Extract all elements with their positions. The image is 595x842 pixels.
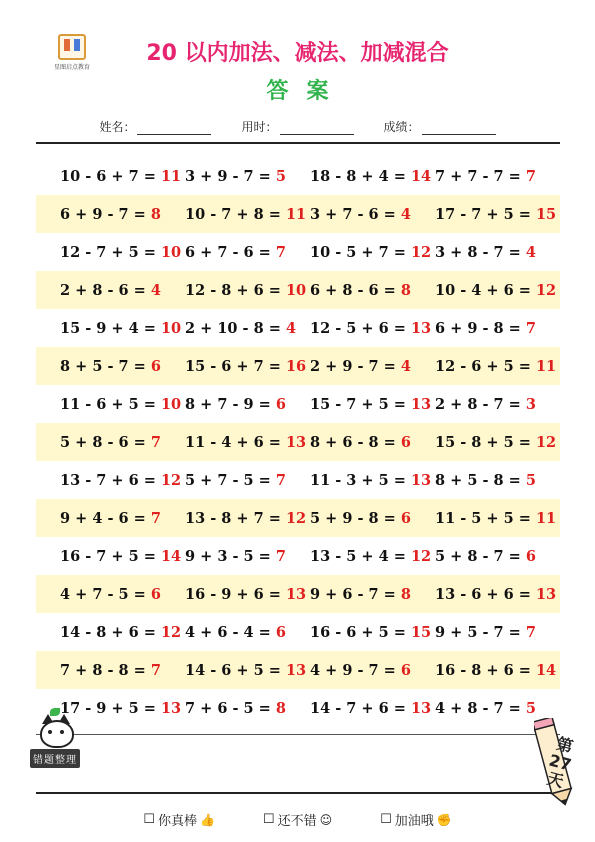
problem-cell: [435, 282, 560, 299]
problem-answer: 13: [410, 471, 432, 489]
problem-cell: [185, 244, 310, 261]
problem-row: [36, 689, 560, 727]
problem-expression: 3 + 8 - 7 =: [435, 243, 526, 261]
problem-cell: [185, 434, 310, 451]
problem-expression: 16 - 7 + 5 =: [60, 547, 161, 565]
problem-answer: 7: [275, 471, 286, 489]
problem-expression: 4 + 6 - 4 =: [185, 623, 276, 641]
problem-expression: 5 + 7 - 5 =: [185, 471, 276, 489]
problem-expression: 12 - 5 + 6 =: [310, 319, 411, 337]
problem-answer: 6: [400, 433, 411, 451]
problem-cell: [435, 358, 560, 375]
problem-cell: [36, 320, 185, 337]
problem-cell: [435, 586, 560, 603]
problem-cell: [36, 510, 185, 527]
problem-answer: 12: [285, 509, 307, 527]
mistakes-section: [30, 712, 82, 768]
problem-expression: 3 + 7 - 6 =: [310, 205, 401, 223]
problem-cell: [36, 168, 185, 185]
rating-great-label: 你真棒: [157, 814, 197, 829]
problem-expression: 13 - 7 + 6 =: [60, 471, 161, 489]
problem-answer: 14: [535, 661, 557, 679]
problem-answer: 6: [525, 547, 536, 565]
problem-answer: 11: [285, 205, 307, 223]
problem-cell: [310, 434, 435, 451]
problem-cell: [310, 396, 435, 413]
problem-expression: 17 - 9 + 5 =: [60, 699, 161, 717]
problem-row: [36, 157, 560, 195]
problem-expression: 2 + 10 - 8 =: [185, 319, 286, 337]
problem-expression: 13 - 8 + 7 =: [185, 509, 286, 527]
problem-expression: 9 + 5 - 7 =: [435, 623, 526, 641]
problem-cell: [310, 624, 435, 641]
problem-answer: 7: [150, 509, 161, 527]
problem-expression: 9 + 3 - 5 =: [185, 547, 276, 565]
problem-expression: 11 - 5 + 5 =: [435, 509, 536, 527]
problem-answer: 14: [160, 547, 182, 565]
problem-cell: [185, 396, 310, 413]
problem-cell: [435, 472, 560, 489]
mistakes-top-divider: [36, 734, 560, 735]
problem-cell: [185, 624, 310, 641]
problem-cell: [310, 510, 435, 527]
problem-answer: 5: [525, 699, 536, 717]
rating-keep-going[interactable]: [380, 810, 452, 829]
problem-expression: 15 - 7 + 5 =: [310, 395, 411, 413]
problem-expression: 6 + 9 - 7 =: [60, 205, 151, 223]
problem-expression: 2 + 8 - 7 =: [435, 395, 526, 413]
problem-cell: [185, 358, 310, 375]
problem-cell: [185, 510, 310, 527]
problem-expression: 14 - 7 + 6 =: [310, 699, 411, 717]
problem-expression: 15 - 8 + 5 =: [435, 433, 536, 451]
problem-answer: 7: [150, 433, 161, 451]
problem-expression: 6 + 9 - 8 =: [435, 319, 526, 337]
problem-expression: 16 - 8 + 6 =: [435, 661, 536, 679]
problem-cell: [435, 510, 560, 527]
problem-expression: 10 - 6 + 7 =: [60, 167, 161, 185]
problem-row: [36, 651, 560, 689]
problem-cell: [185, 168, 310, 185]
problem-expression: 7 + 7 - 7 =: [435, 167, 526, 185]
info-fields: [0, 118, 595, 135]
problem-expression: 8 + 7 - 9 =: [185, 395, 276, 413]
problem-cell: [435, 396, 560, 413]
problem-cell: [310, 358, 435, 375]
problem-expression: 3 + 9 - 7 =: [185, 167, 276, 185]
problem-expression: 11 - 6 + 5 =: [60, 395, 161, 413]
problem-expression: 15 - 6 + 7 =: [185, 357, 286, 375]
problem-expression: 5 + 8 - 7 =: [435, 547, 526, 565]
problem-answer: 3: [525, 395, 536, 413]
problem-answer: 13: [410, 699, 432, 717]
self-rating: [0, 810, 595, 829]
problem-expression: 15 - 9 + 4 =: [60, 319, 161, 337]
problem-expression: 5 + 9 - 8 =: [310, 509, 401, 527]
problem-row: [36, 195, 560, 233]
problem-answer: 8: [150, 205, 161, 223]
problem-expression: 10 - 4 + 6 =: [435, 281, 536, 299]
problem-answer: 6: [275, 395, 286, 413]
problem-cell: [185, 662, 310, 679]
problem-cell: [36, 396, 185, 413]
problem-cell: [310, 320, 435, 337]
problem-answer: 6: [275, 623, 286, 641]
problem-cell: [36, 358, 185, 375]
problem-cell: [310, 206, 435, 223]
problem-row: [36, 385, 560, 423]
problem-cell: [310, 244, 435, 261]
problem-cell: [310, 168, 435, 185]
problem-expression: 14 - 8 + 6 =: [60, 623, 161, 641]
time-field[interactable]: [241, 118, 353, 135]
problem-row: [36, 271, 560, 309]
problem-answer: 10: [160, 395, 182, 413]
problem-expression: 16 - 9 + 6 =: [185, 585, 286, 603]
problem-cell: [36, 548, 185, 565]
problem-answer: 6: [400, 661, 411, 679]
problem-answer: 7: [275, 547, 286, 565]
problem-answer: 13: [285, 585, 307, 603]
problem-answer: 11: [535, 509, 557, 527]
problem-row: [36, 499, 560, 537]
problem-expression: 4 + 7 - 5 =: [60, 585, 151, 603]
rating-great[interactable]: [143, 810, 215, 829]
score-blank[interactable]: [422, 122, 496, 135]
problem-cell: [310, 472, 435, 489]
problem-cell: [36, 586, 185, 603]
problem-answer: 12: [535, 281, 557, 299]
problem-answer: 11: [160, 167, 182, 185]
problem-row: [36, 423, 560, 461]
problem-cell: [435, 624, 560, 641]
problem-answer: 6: [400, 509, 411, 527]
problem-expression: 5 + 8 - 6 =: [60, 433, 151, 451]
problem-answer: 10: [160, 243, 182, 261]
problem-answer: 12: [410, 547, 432, 565]
problem-row: [36, 613, 560, 651]
rating-good-label: 还不错: [277, 814, 317, 829]
problem-expression: 2 + 9 - 7 =: [310, 357, 401, 375]
problem-expression: 17 - 7 + 5 =: [435, 205, 536, 223]
problem-answer: 15: [535, 205, 557, 223]
problem-cell: [185, 548, 310, 565]
fist-icon: ✊: [436, 812, 452, 827]
problem-cell: [435, 662, 560, 679]
problem-cell: [435, 700, 560, 717]
problem-expression: 7 + 8 - 8 =: [60, 661, 151, 679]
problem-answer: 4: [400, 205, 411, 223]
header-divider: [36, 142, 560, 144]
problem-expression: 9 + 6 - 7 =: [310, 585, 401, 603]
problem-cell: [185, 206, 310, 223]
problem-answer: 15: [410, 623, 432, 641]
problem-expression: 13 - 5 + 4 =: [310, 547, 411, 565]
cat-mascot-icon: [36, 712, 74, 748]
problem-cell: [435, 168, 560, 185]
problem-cell: [185, 282, 310, 299]
problem-expression: 8 + 5 - 8 =: [435, 471, 526, 489]
page-title: 20 以内加法、减法、加减混合: [146, 41, 449, 66]
problem-answer: 8: [275, 699, 286, 717]
problem-cell: [435, 244, 560, 261]
problem-answer: 7: [150, 661, 161, 679]
checkbox-icon[interactable]: ☐: [143, 812, 155, 827]
problem-answer: 13: [535, 585, 557, 603]
footer-divider: [36, 792, 560, 794]
problem-cell: [36, 472, 185, 489]
rating-keep-going-label: 加油哦: [394, 814, 434, 829]
checkbox-icon[interactable]: ☐: [380, 812, 392, 827]
problem-row: [36, 233, 560, 271]
mistakes-label: 错题整理: [30, 749, 80, 768]
problem-row: [36, 309, 560, 347]
problem-answer: 5: [525, 471, 536, 489]
problem-answer: 10: [285, 281, 307, 299]
rating-good[interactable]: [263, 810, 332, 829]
problem-expression: 12 - 8 + 6 =: [185, 281, 286, 299]
problem-answer: 12: [410, 243, 432, 261]
thumbs-up-icon: 👍: [199, 812, 215, 827]
name-label: 姓名：: [99, 120, 136, 134]
problem-expression: 12 - 7 + 5 =: [60, 243, 161, 261]
problem-row: [36, 347, 560, 385]
problem-answer: 6: [150, 357, 161, 375]
problem-expression: 12 - 6 + 5 =: [435, 357, 536, 375]
problem-cell: [185, 586, 310, 603]
problem-expression: 11 - 3 + 5 =: [310, 471, 411, 489]
problem-cell: [36, 244, 185, 261]
problem-expression: 2 + 8 - 6 =: [60, 281, 151, 299]
problem-row: [36, 575, 560, 613]
problem-grid: [36, 157, 560, 727]
time-label: 用时：: [241, 120, 278, 134]
problem-expression: 4 + 8 - 7 =: [435, 699, 526, 717]
score-field[interactable]: [384, 118, 496, 135]
problem-cell: [36, 624, 185, 641]
problem-cell: [310, 586, 435, 603]
problem-cell: [310, 662, 435, 679]
problem-answer: 4: [525, 243, 536, 261]
problem-cell: [435, 320, 560, 337]
problem-cell: [36, 434, 185, 451]
time-blank[interactable]: [280, 122, 354, 135]
problem-row: [36, 537, 560, 575]
smile-icon: ☺: [319, 812, 333, 827]
problem-expression: 4 + 9 - 7 =: [310, 661, 401, 679]
problem-expression: 10 - 5 + 7 =: [310, 243, 411, 261]
problem-cell: [310, 700, 435, 717]
problem-cell: [185, 472, 310, 489]
problem-cell: [36, 282, 185, 299]
problem-answer: 7: [525, 167, 536, 185]
problem-expression: 9 + 4 - 6 =: [60, 509, 151, 527]
problem-answer: 13: [285, 661, 307, 679]
day-badge: 第27天: [545, 733, 575, 792]
problem-cell: [185, 700, 310, 717]
problem-expression: 14 - 6 + 5 =: [185, 661, 286, 679]
problem-cell: [36, 662, 185, 679]
problem-cell: [36, 206, 185, 223]
problem-cell: [435, 434, 560, 451]
problem-answer: 7: [525, 623, 536, 641]
problem-answer: 4: [150, 281, 161, 299]
problem-expression: 6 + 8 - 6 =: [310, 281, 401, 299]
page-subtitle: 答案: [266, 79, 347, 104]
problem-answer: 6: [150, 585, 161, 603]
score-label: 成绩：: [383, 120, 420, 134]
problem-answer: 13: [410, 319, 432, 337]
problem-answer: 7: [275, 243, 286, 261]
name-field[interactable]: [99, 118, 211, 135]
checkbox-icon[interactable]: ☐: [262, 812, 275, 827]
name-blank[interactable]: [137, 122, 211, 135]
problem-answer: 13: [160, 699, 182, 717]
problem-cell: [435, 206, 560, 223]
problem-answer: 14: [410, 167, 432, 185]
problem-answer: 8: [400, 281, 411, 299]
problem-expression: 8 + 6 - 8 =: [310, 433, 401, 451]
problem-answer: 11: [535, 357, 557, 375]
problem-answer: 4: [285, 319, 297, 337]
problem-answer: 8: [400, 585, 411, 603]
problem-answer: 12: [160, 471, 182, 489]
problem-answer: 13: [285, 433, 307, 451]
problem-answer: 16: [285, 357, 307, 375]
problem-expression: 10 - 7 + 8 =: [185, 205, 286, 223]
problem-answer: 4: [400, 357, 411, 375]
problem-expression: 6 + 7 - 6 =: [185, 243, 276, 261]
problem-cell: [185, 320, 310, 337]
problem-expression: 13 - 6 + 6 =: [435, 585, 536, 603]
problem-row: [36, 461, 560, 499]
problem-answer: 7: [525, 319, 536, 337]
problem-cell: [310, 282, 435, 299]
problem-cell: [310, 548, 435, 565]
problem-answer: 10: [160, 319, 182, 337]
problem-answer: 13: [410, 395, 432, 413]
problem-answer: 12: [535, 433, 557, 451]
logo-text: 星图启点教育: [53, 64, 90, 71]
problem-expression: 8 + 5 - 7 =: [60, 357, 151, 375]
problem-expression: 7 + 6 - 5 =: [185, 699, 276, 717]
problem-expression: 18 - 8 + 4 =: [310, 167, 411, 185]
problem-answer: 5: [275, 167, 286, 185]
problem-expression: 16 - 6 + 5 =: [310, 623, 411, 641]
problem-expression: 11 - 4 + 6 =: [185, 433, 286, 451]
problem-cell: [435, 548, 560, 565]
problem-answer: 12: [160, 623, 182, 641]
